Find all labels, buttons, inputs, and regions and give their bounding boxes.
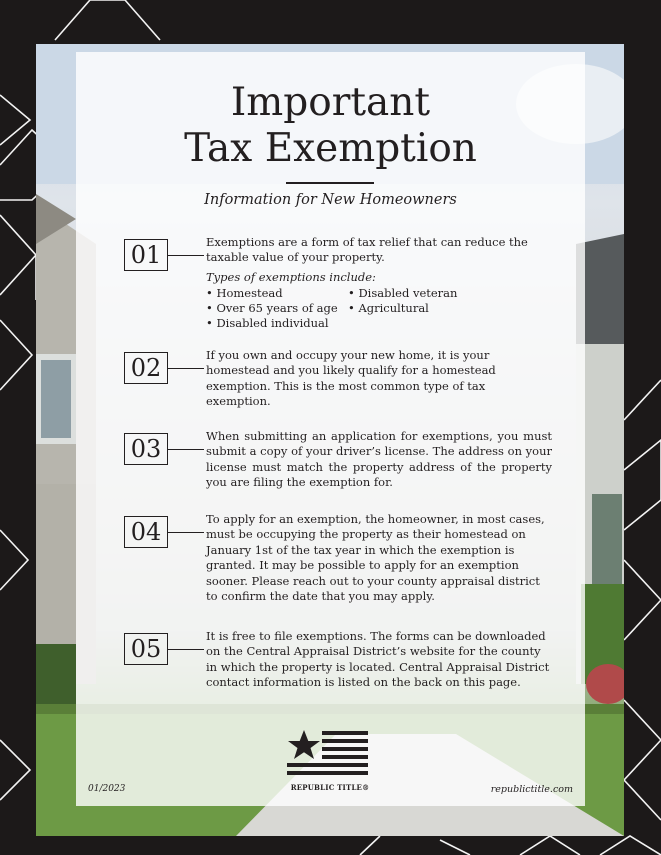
page-title-line-2: Tax Exemption: [184, 126, 477, 171]
exemption-type-item: • Over 65 years of age: [206, 301, 338, 315]
section-number: 05: [124, 633, 168, 665]
page-subtitle: Information for New Homeowners: [204, 192, 457, 208]
section-connector: [168, 368, 204, 369]
exemption-types-label: Types of exemptions include:: [206, 270, 376, 284]
section-connector: [168, 532, 204, 533]
section-text: It is free to file exemptions. The forms can be downloaded on the Central Appraisal District’s website for the county in which the property is located. Central Appraisal District contact information is listed on the back on this page.: [206, 629, 550, 690]
section-connector: [168, 649, 204, 650]
content-panel: [76, 52, 585, 806]
section-number: 02: [124, 352, 168, 384]
section-number: 03: [124, 433, 168, 465]
republic-title-logo: [284, 728, 374, 788]
exemption-type-item: • Disabled individual: [206, 316, 329, 330]
section-text: When submitting an application for exemptions, you must submit a copy of your driver’s license. The address on your license must match the property address of the property you are filing the exemption for.: [206, 429, 552, 490]
section-text: To apply for an exemption, the homeowner, in most cases, must be occupying the property as their homestead on January 1st of the tax year in which the exemption is granted. It may be possible to apply for an exemption sooner. Please reach out to your county appraisal district to confirm the date that you may apply.: [206, 512, 545, 604]
section-text: If you own and occupy your new home, it is your homestead and you likely qualify for a homestead exemption. This is the most common type of tax exemption.: [206, 348, 496, 409]
issue-date: 01/2023: [88, 784, 126, 794]
exemption-type-item: • Homestead: [206, 286, 283, 300]
brand-name: REPUBLIC TITLE®: [290, 783, 370, 792]
section-text: Exemptions are a form of tax relief that can reduce the taxable value of your property.: [206, 235, 528, 265]
page-title-line-1: Important: [230, 80, 431, 125]
section-connector: [168, 255, 204, 256]
section-number: 04: [124, 516, 168, 548]
website-link[interactable]: republictitle.com: [490, 784, 573, 795]
section-number: 01: [124, 239, 168, 271]
star-icon: [288, 730, 320, 759]
title-divider: [286, 182, 374, 184]
exemption-type-item: • Disabled veteran: [348, 286, 458, 300]
section-connector: [168, 449, 204, 450]
exemption-type-item: • Agricultural: [348, 301, 429, 315]
